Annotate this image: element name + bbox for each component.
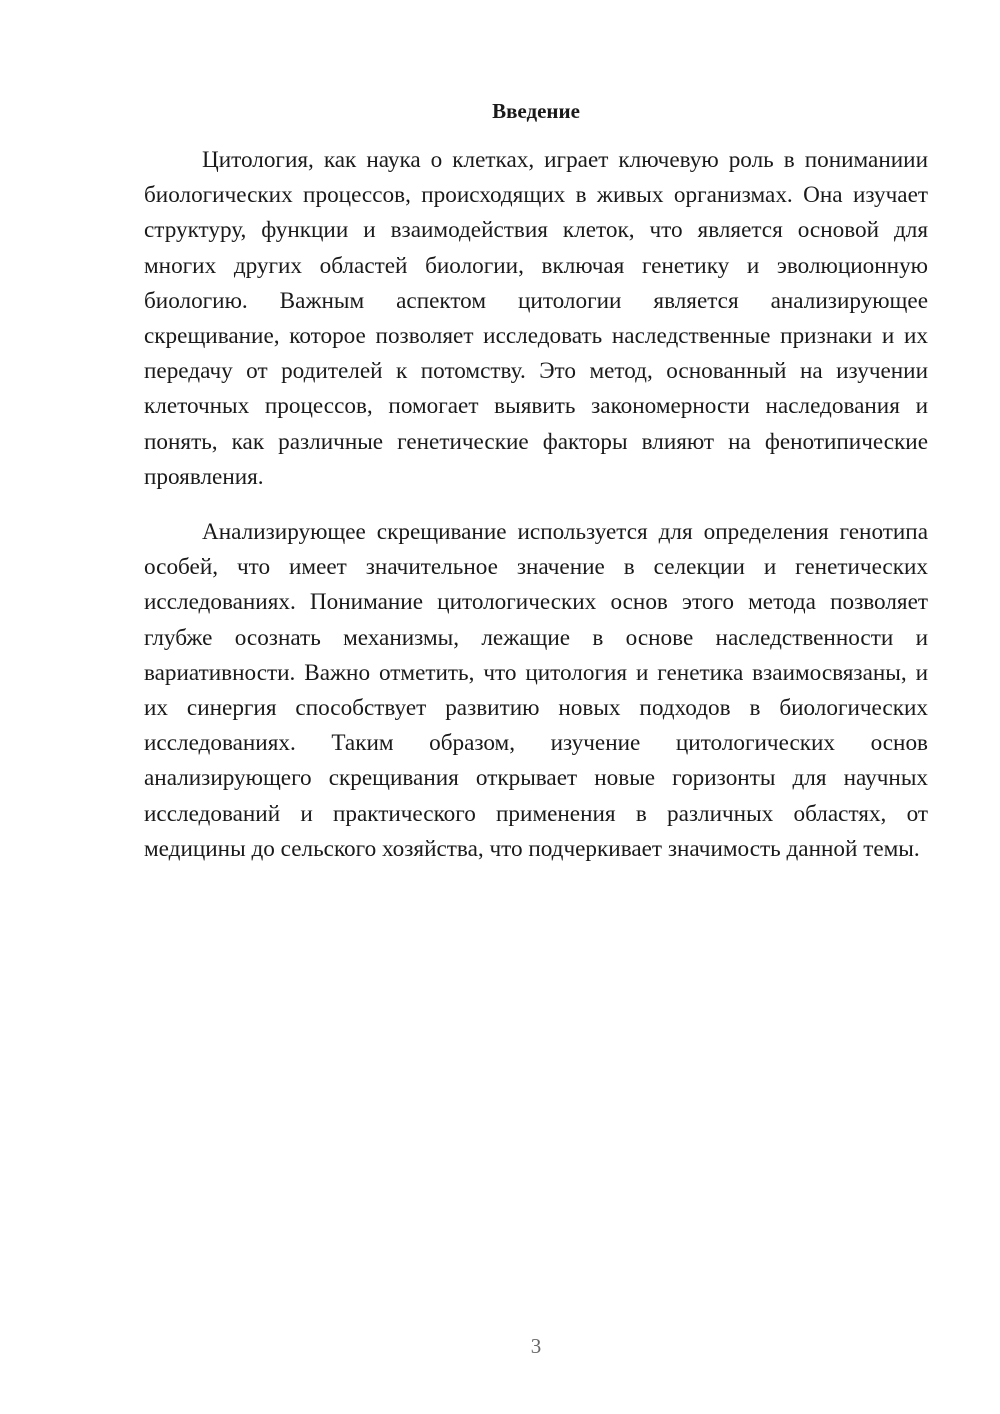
paragraph-1: Цитология, как наука о клетках, играет ключевую роль в пониманиии биологических процессов, происходящих в живых организмах. Она изучает структуру, функции и взаимодействия клеток, что является основой для многих других областей биологии, включая генетику и эволюционную биологию. Важным аспектом цитологии является анализирующее скрещивание, которое позволяет исследовать наследственные признаки и их передачу от родителей к потомству. Это метод, основанный на изучении клеточных процессов, помогает выявить закономерности наследования и понять, как различные генетические факторы влияют на фенотипические проявления. bbox=[144, 147, 928, 490]
paragraph-2: Анализирующее скрещивание используется для определения генотипа особей, что имеет значительное значение в селекции и генетических исследованиях. Понимание цитологических основ этого метода позволяет глубже осознать механизмы, лежащие в основе наследственности и вариативности. Важно отметить, что цитология и генетика взаимосвязаны, и их синергия способствует развитию новых подходов в биологических исследованиях. Таким образом, изучение цитологических основ анализирующего скрещивания открывает новые горизонты для научных исследований и практического применения в различных областях, от медицины до сельского хозяйства, что подчеркивает значимость данной темы. bbox=[144, 519, 928, 862]
section-heading: Введение bbox=[492, 99, 580, 123]
page-number: 3 bbox=[530, 1334, 542, 1358]
